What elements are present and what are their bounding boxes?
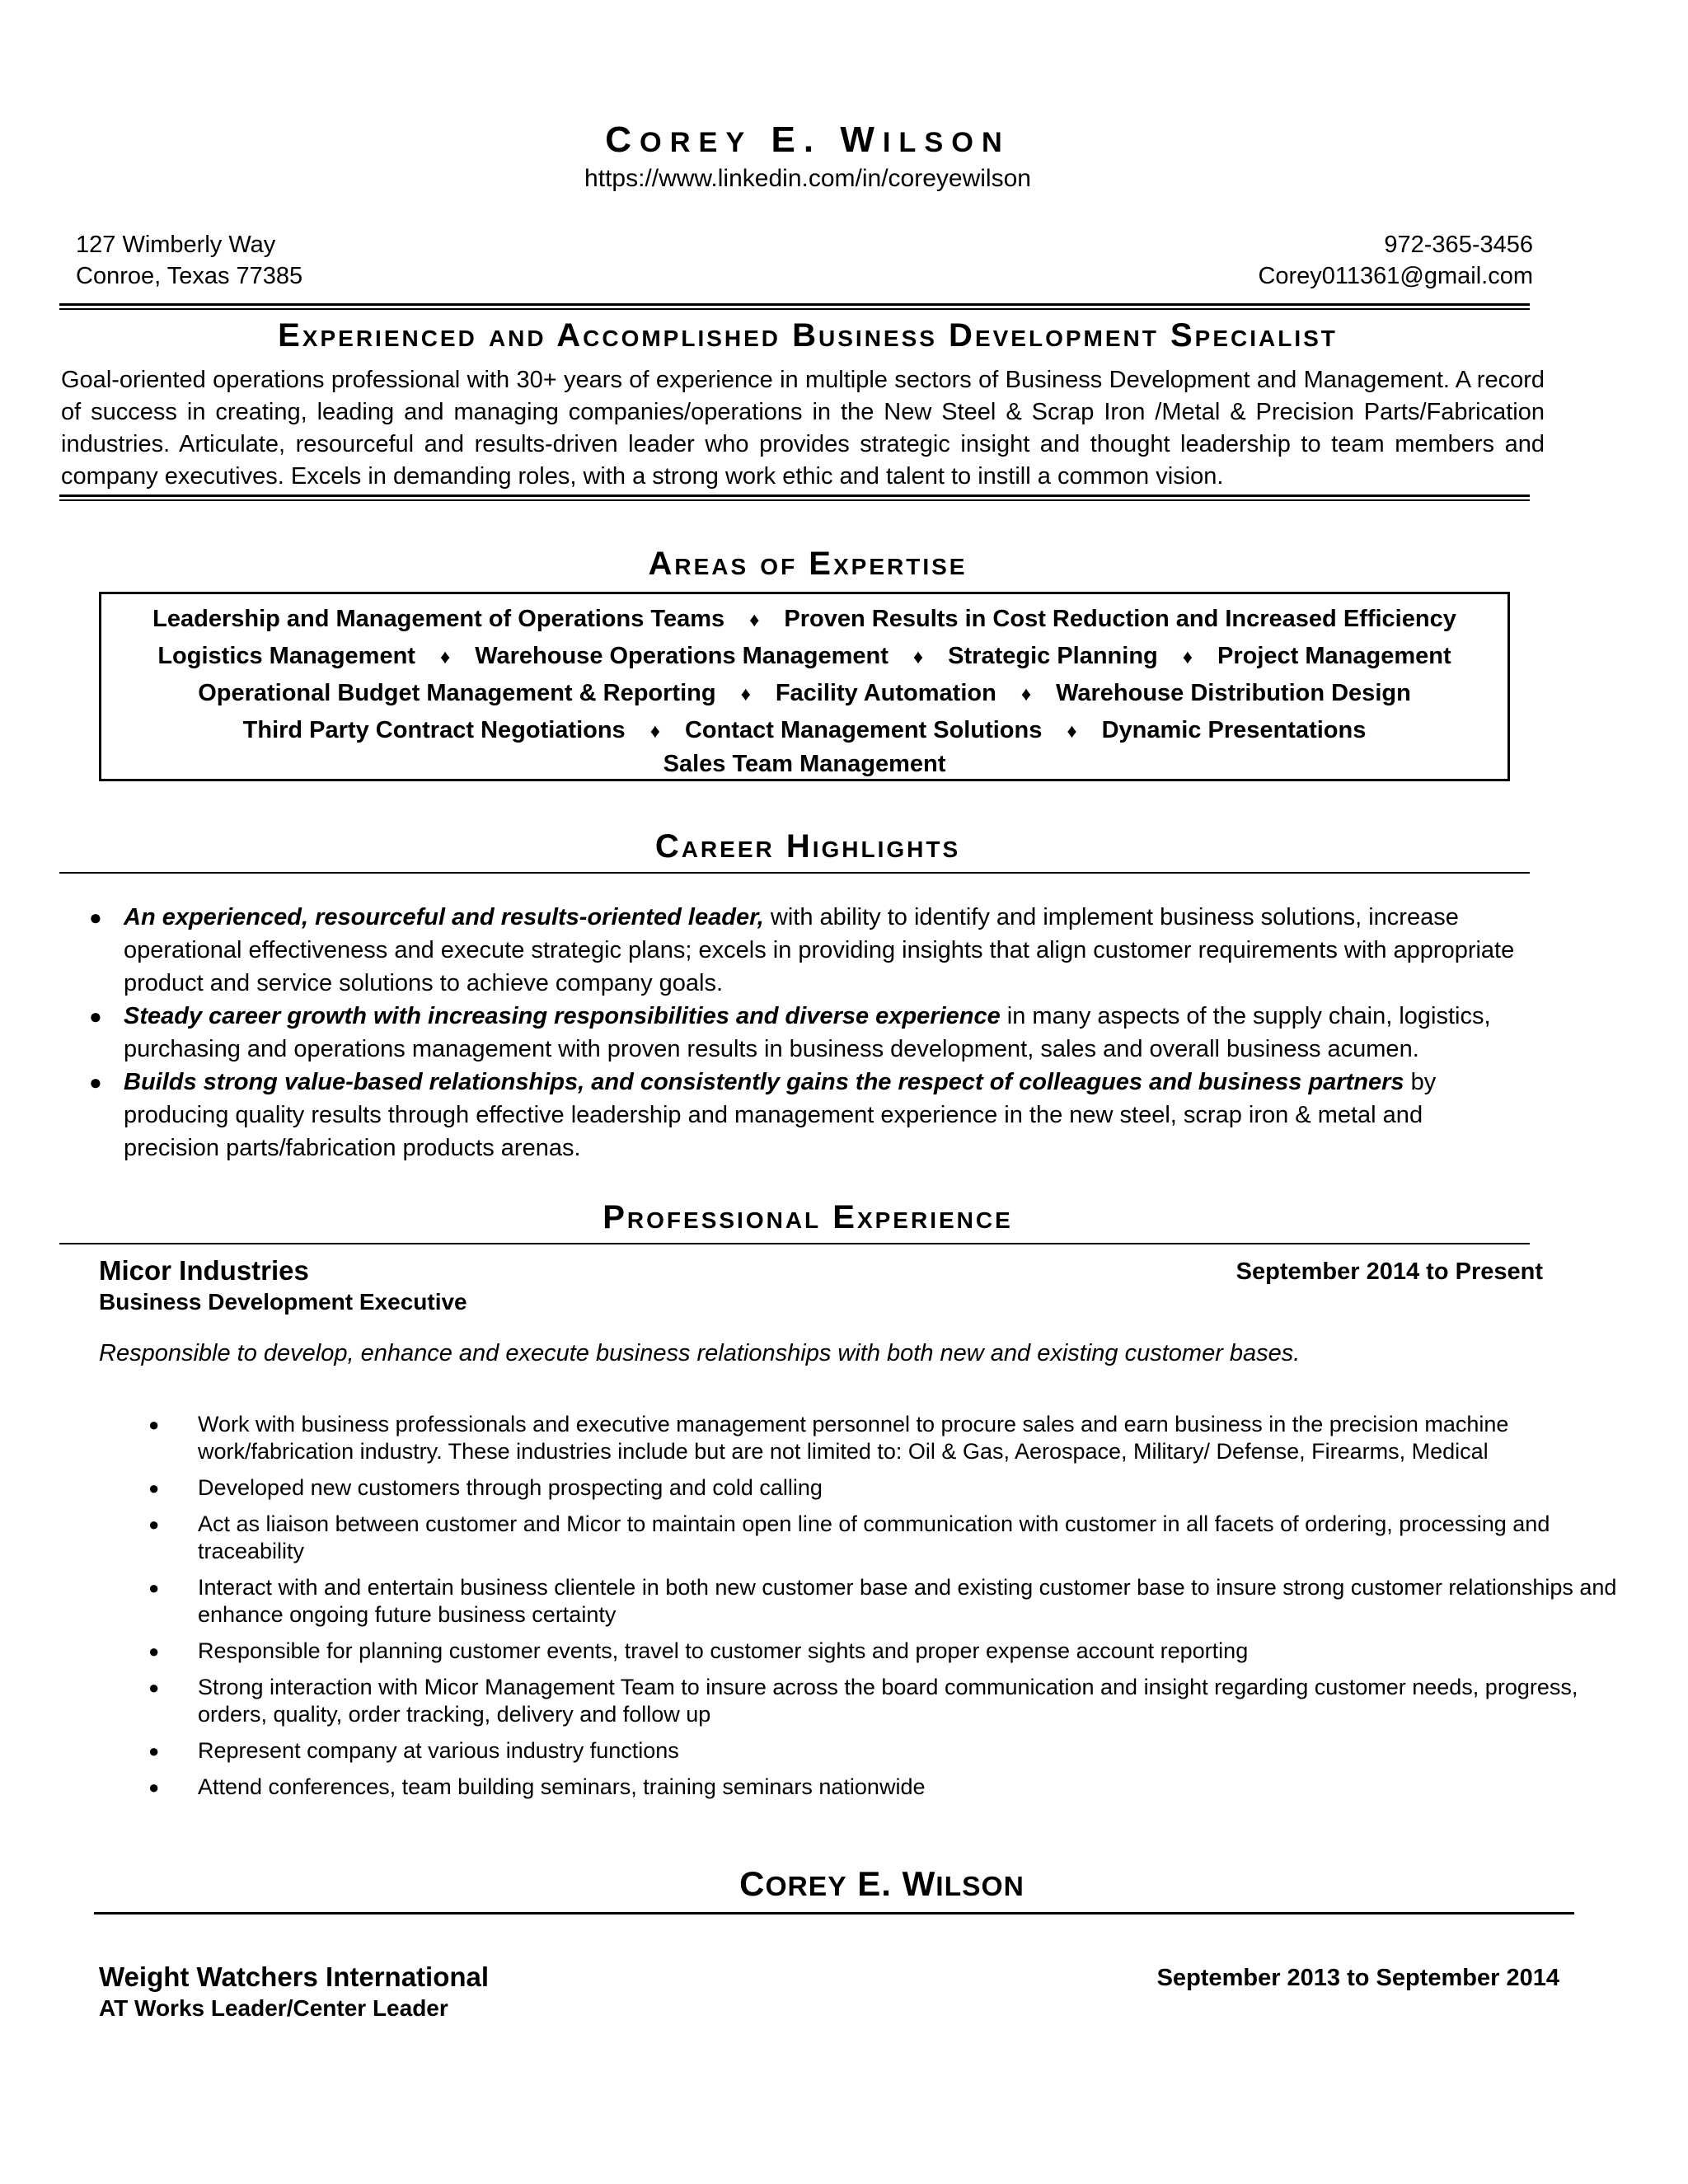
name-last-initial: W [902, 1864, 936, 1903]
expertise-item: Strategic Planning [948, 643, 1158, 669]
job-summary: Responsible to develop, enhance and execute business relationships with both new and existing customer bases. [99, 1340, 1301, 1366]
highlight-lead: Steady career growth with increasing responsibilities and diverse experience [124, 1003, 1001, 1029]
list-item [148, 1574, 1632, 1629]
expertise-row [101, 606, 1507, 633]
diamond-separator-icon: ♦ [649, 720, 660, 743]
highlight-lead: Builds strong value-based relationships, and consistently gains the respect of colleagues and business partners [124, 1069, 1404, 1095]
summary-text: Goal-oriented operations professional with 30+ years of experience in multiple sectors of Business Development and Management. A record of success in creating, leading and managing companies/operations in the New Steel & Scrap Iron /Metal & Precision Parts/Fabrication industries. Articulate, resourceful and results-driven leader who provides strategic insight and thought leadership to team members and company executives. Excels in demanding roles, with a strong work ethic and talent to instill a common vision. [61, 367, 1545, 490]
duties-list [148, 1411, 1632, 1810]
job-dates: September 2014 to Present [1236, 1258, 1543, 1285]
expertise-item: Warehouse Distribution Design [1056, 680, 1411, 706]
duty-text: Strong interaction with Micor Management Team to insure across the board communication and insight regarding customer needs, progress, orders, quality, order tracking, delivery and follow up [198, 1675, 1578, 1727]
expertise-item: Operational Budget Management & Reporting [198, 680, 716, 706]
expertise-item: Leadership and Management of Operations Teams [152, 606, 725, 632]
bullet-icon: ● [89, 1070, 102, 1094]
bullet-icon: ● [148, 1677, 160, 1698]
duty-text: Attend conferences, team building seminars, training seminars nationwide [198, 1774, 926, 1799]
expertise-item: Project Management [1217, 643, 1451, 669]
expertise-item: Third Party Contract Negotiations [242, 717, 626, 743]
page-two-divider [94, 1912, 1574, 1915]
expertise-row [101, 717, 1507, 744]
highlight-text: in many aspects of the supply chain, logistics, purchasing and operations management with proven results in business development, sales and overall business acumen. [124, 1003, 1491, 1062]
diamond-separator-icon: ♦ [740, 683, 751, 705]
email-address[interactable]: Corey011361@gmail.com [1258, 263, 1533, 289]
bullet-icon: ● [148, 1414, 160, 1435]
contact-block [1258, 229, 1533, 292]
duty-text: Represent company at various industry functions [198, 1738, 679, 1763]
list-item [148, 1674, 1632, 1728]
name-first-initial: C [739, 1864, 766, 1903]
name-first-rest: OREY [765, 1872, 847, 1902]
highlight-lead: An experienced, resourceful and results-oriented leader, [124, 904, 764, 930]
duty-text: Work with business professionals and executive management personnel to procure sales and earn business in the precision machine work/fabrication industry. These industries include but are not limited to: Oil & Gas, Aerospace, Military/ Defense, Firearms, Medical [198, 1412, 1509, 1464]
diamond-separator-icon: ♦ [1067, 720, 1077, 743]
job-dates: September 2013 to September 2014 [1156, 1965, 1559, 1991]
bullet-icon: ● [89, 905, 102, 930]
address-line-2: Conroe, Texas 77385 [76, 263, 303, 289]
name-first-initial: C [605, 120, 640, 160]
experience-divider [59, 1243, 1530, 1244]
duty-text: Responsible for planning customer events, travel to customer sights and proper expense account reporting [198, 1638, 1249, 1663]
bullet-icon: ● [148, 1577, 160, 1598]
summary-title: Experienced and Accomplished Business Development Specialist [278, 317, 1338, 354]
address-line-1: 127 Wimberly Way [76, 232, 276, 258]
list-item [148, 1511, 1632, 1565]
name-middle: E. [771, 120, 823, 160]
expertise-row [101, 680, 1507, 707]
highlight-text: by producing quality results through effective leadership and management experience in the new steel, scrap iron & metal and precision parts/fabrication products arenas. [124, 1069, 1437, 1161]
highlights-divider [59, 872, 1530, 874]
experience-title: Professional Experience [603, 1199, 1013, 1235]
expertise-row [101, 751, 1507, 778]
address-block [76, 229, 302, 292]
list-item [148, 1774, 1632, 1801]
list-item [82, 1066, 1517, 1165]
diamond-separator-icon: ♦ [439, 646, 451, 668]
bullet-icon: ● [148, 1777, 160, 1797]
job-role: AT Works Leader/Center Leader [99, 1995, 448, 2021]
duty-text: Developed new customers through prospecting and cold calling [198, 1475, 823, 1500]
expertise-title: Areas of Expertise [648, 546, 968, 582]
job-role: Business Development Executive [99, 1289, 467, 1315]
duty-text: Interact with and entertain business clientele in both new customer base and existing customer base to insure strong customer relationships and enhance ongoing future business certainty [198, 1575, 1617, 1627]
highlight-text: with ability to identify and implement business solutions, increase operational effectiveness and execute strategic plans; excels in providing insights that align customer requirements with appropriate product and service solutions to achieve company goals. [124, 904, 1515, 996]
expertise-item: Contact Management Solutions [684, 717, 1043, 743]
expertise-item: Logistics Management [157, 643, 415, 669]
expertise-box [99, 592, 1510, 781]
list-item [148, 1411, 1632, 1465]
highlights-list [82, 901, 1517, 1165]
name-first-rest: OREY [640, 127, 753, 158]
summary-divider [59, 494, 1530, 501]
list-item [82, 1000, 1517, 1066]
bullet-icon: ● [148, 1514, 160, 1535]
name-last-rest: ILSON [882, 127, 1010, 158]
highlights-title: Career Highlights [654, 828, 961, 865]
expertise-item: Facility Automation [775, 680, 996, 706]
list-item [148, 1474, 1632, 1502]
linkedin-url[interactable]: https://www.linkedin.com/in/coreyewilson [584, 165, 1031, 192]
header-divider [59, 303, 1530, 310]
bullet-icon: ● [148, 1641, 160, 1661]
candidate-name [0, 120, 1615, 161]
expertise-item: Sales Team Management [663, 751, 946, 777]
diamond-separator-icon: ♦ [1020, 683, 1032, 705]
expertise-row [101, 643, 1507, 670]
expertise-item: Dynamic Presentations [1101, 717, 1367, 743]
name-last-rest: ILSON [935, 1872, 1025, 1902]
name-last-initial: W [840, 120, 883, 160]
diamond-separator-icon: ♦ [1182, 646, 1193, 668]
job-company: Micor Industries [99, 1255, 309, 1286]
expertise-item: Warehouse Operations Management [475, 643, 889, 669]
expertise-item: Proven Results in Cost Reduction and Increased Efficiency [784, 606, 1456, 632]
list-item [148, 1737, 1632, 1765]
name-middle: E. [857, 1864, 892, 1903]
bullet-icon: ● [148, 1478, 160, 1498]
job-company: Weight Watchers International [99, 1961, 490, 1992]
bullet-icon: ● [89, 1004, 102, 1029]
duty-text: Act as liaison between customer and Micor to maintain open line of communication with customer in all facets of ordering, processing and traceability [198, 1511, 1550, 1563]
bullet-icon: ● [148, 1741, 160, 1761]
list-item [148, 1638, 1632, 1665]
diamond-separator-icon: ♦ [912, 646, 924, 668]
diamond-separator-icon: ♦ [749, 609, 760, 631]
page-two-name [0, 1864, 1688, 1904]
list-item [82, 901, 1517, 1000]
phone-number: 972-365-3456 [1384, 232, 1533, 258]
